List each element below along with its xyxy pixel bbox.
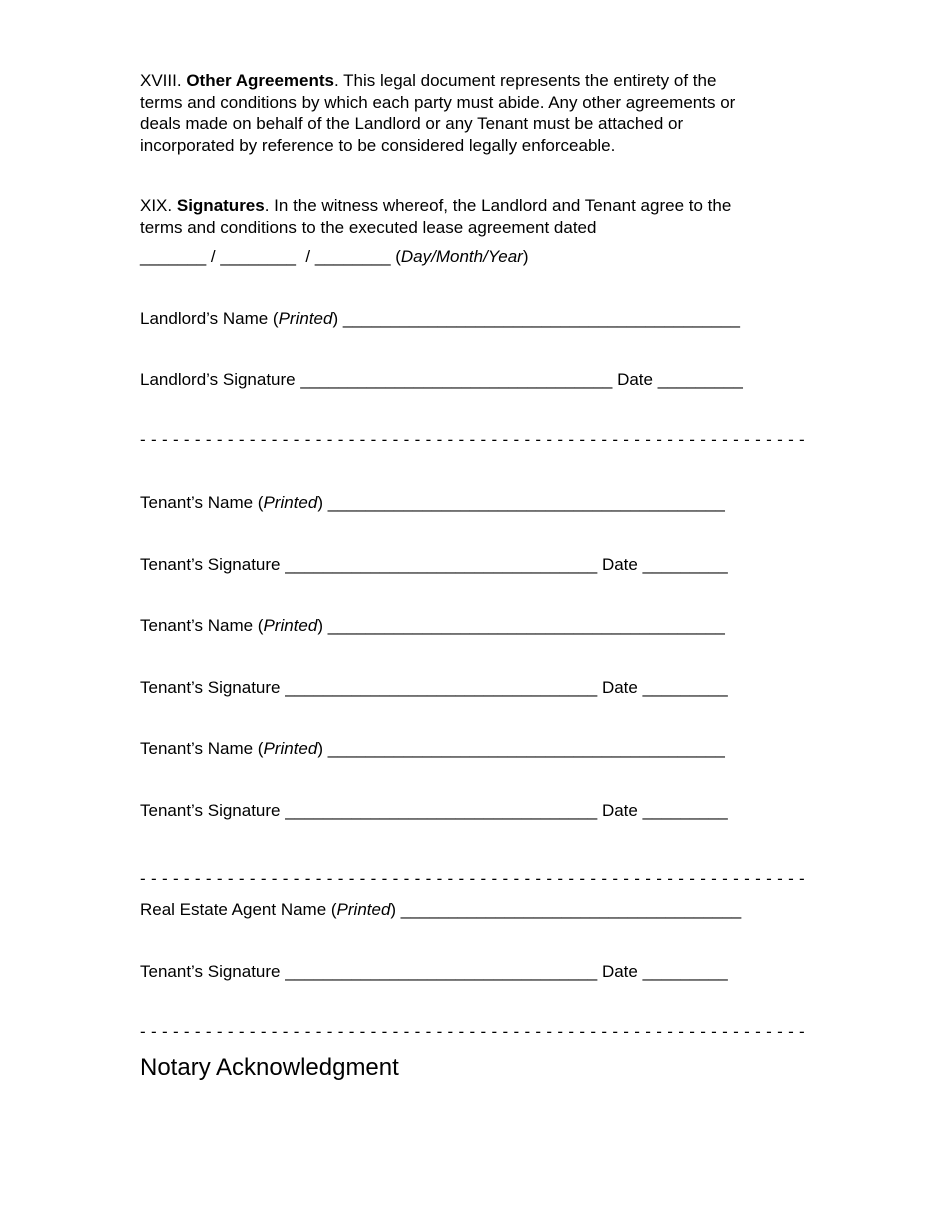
- landlord-name-label: Landlord’s Name (: [140, 309, 279, 328]
- section-19-signatures: [140, 195, 731, 238]
- landlord-name-printed: Printed: [278, 309, 333, 328]
- tenant-1-name-field[interactable]: [140, 493, 725, 513]
- agent-name-field[interactable]: [140, 900, 741, 920]
- agreement-date-line[interactable]: [140, 247, 528, 267]
- section-18-line-3: deals made on behalf of the Landlord or any Tenant must be attached or: [140, 114, 684, 133]
- tenant-2-name-label: Tenant’s Name (: [140, 616, 264, 635]
- tenant-1-signature-field[interactable]: Tenant’s Signature _________________________________ Date _________: [140, 555, 728, 574]
- section-19-line-1: . In the witness whereof, the Landlord and Tenant agree to the: [264, 196, 732, 215]
- tenant-2-name-blank[interactable]: ) __________________________________________: [317, 616, 725, 635]
- tenant-3-name-field[interactable]: [140, 739, 725, 759]
- tenant-1-name-blank[interactable]: ) __________________________________________: [317, 493, 725, 512]
- agreement-date-close: ): [522, 247, 529, 266]
- tenant-3-signature-field[interactable]: Tenant’s Signature _________________________________ Date _________: [140, 801, 728, 820]
- tenant-3-name-printed: Printed: [263, 739, 318, 758]
- separator-1: - - - - - - - - - - - - - - - - - - - - - - - - - - - - - - - - - - - - - - - - - - - - - - - - - - - - - - - - - - - - -: [140, 430, 806, 449]
- landlord-signature-field[interactable]: Landlord’s Signature _________________________________ Date _________: [140, 370, 743, 389]
- tenant-3-name-blank[interactable]: ) __________________________________________: [317, 739, 725, 758]
- section-18-other-agreements: [140, 70, 735, 156]
- section-18-line-2: terms and conditions by which each party must abide. Any other agreements or: [140, 92, 736, 112]
- separator-2: - - - - - - - - - - - - - - - - - - - - - - - - - - - - - - - - - - - - - - - - - - - - - - - - - - - - - - - - - - - - -: [140, 869, 806, 888]
- section-18-number: XVIII.: [140, 71, 182, 90]
- landlord-name-blank[interactable]: ) __________________________________________: [332, 309, 740, 328]
- tenant-2-name-field[interactable]: [140, 616, 725, 636]
- section-18-line-1: . This legal document represents the entirety of the: [334, 71, 717, 90]
- tenant-2-signature-field[interactable]: Tenant’s Signature _________________________________ Date _________: [140, 678, 728, 697]
- separator-3: - - - - - - - - - - - - - - - - - - - - - - - - - - - - - - - - - - - - - - - - - - - - - - - - - - - - - - - - - - - - -: [140, 1022, 806, 1041]
- agent-name-printed: Printed: [336, 900, 391, 919]
- agent-name-label: Real Estate Agent Name (: [140, 900, 337, 919]
- tenant-1-name-printed: Printed: [263, 493, 318, 512]
- section-19-title: Signatures: [176, 196, 265, 215]
- landlord-name-field[interactable]: [140, 309, 740, 329]
- agreement-date-blanks[interactable]: _______ / ________ / ________ (: [140, 247, 401, 266]
- section-18-title: Other Agreements: [186, 71, 334, 90]
- tenant-3-name-label: Tenant’s Name (: [140, 739, 264, 758]
- agent-signature-field[interactable]: Tenant’s Signature _________________________________ Date _________: [140, 962, 728, 981]
- tenant-2-name-printed: Printed: [263, 616, 318, 635]
- notary-heading: Notary Acknowledgment: [140, 1054, 399, 1081]
- agent-name-blank[interactable]: ) ____________________________________: [390, 900, 742, 919]
- tenant-1-name-label: Tenant’s Name (: [140, 493, 264, 512]
- agreement-date-format: Day/Month/Year: [400, 247, 523, 266]
- section-18-line-4: incorporated by reference to be considered legally enforceable.: [140, 135, 616, 155]
- section-19-line-2: terms and conditions to the executed lease agreement dated: [140, 217, 597, 237]
- section-19-number: XIX.: [140, 196, 173, 215]
